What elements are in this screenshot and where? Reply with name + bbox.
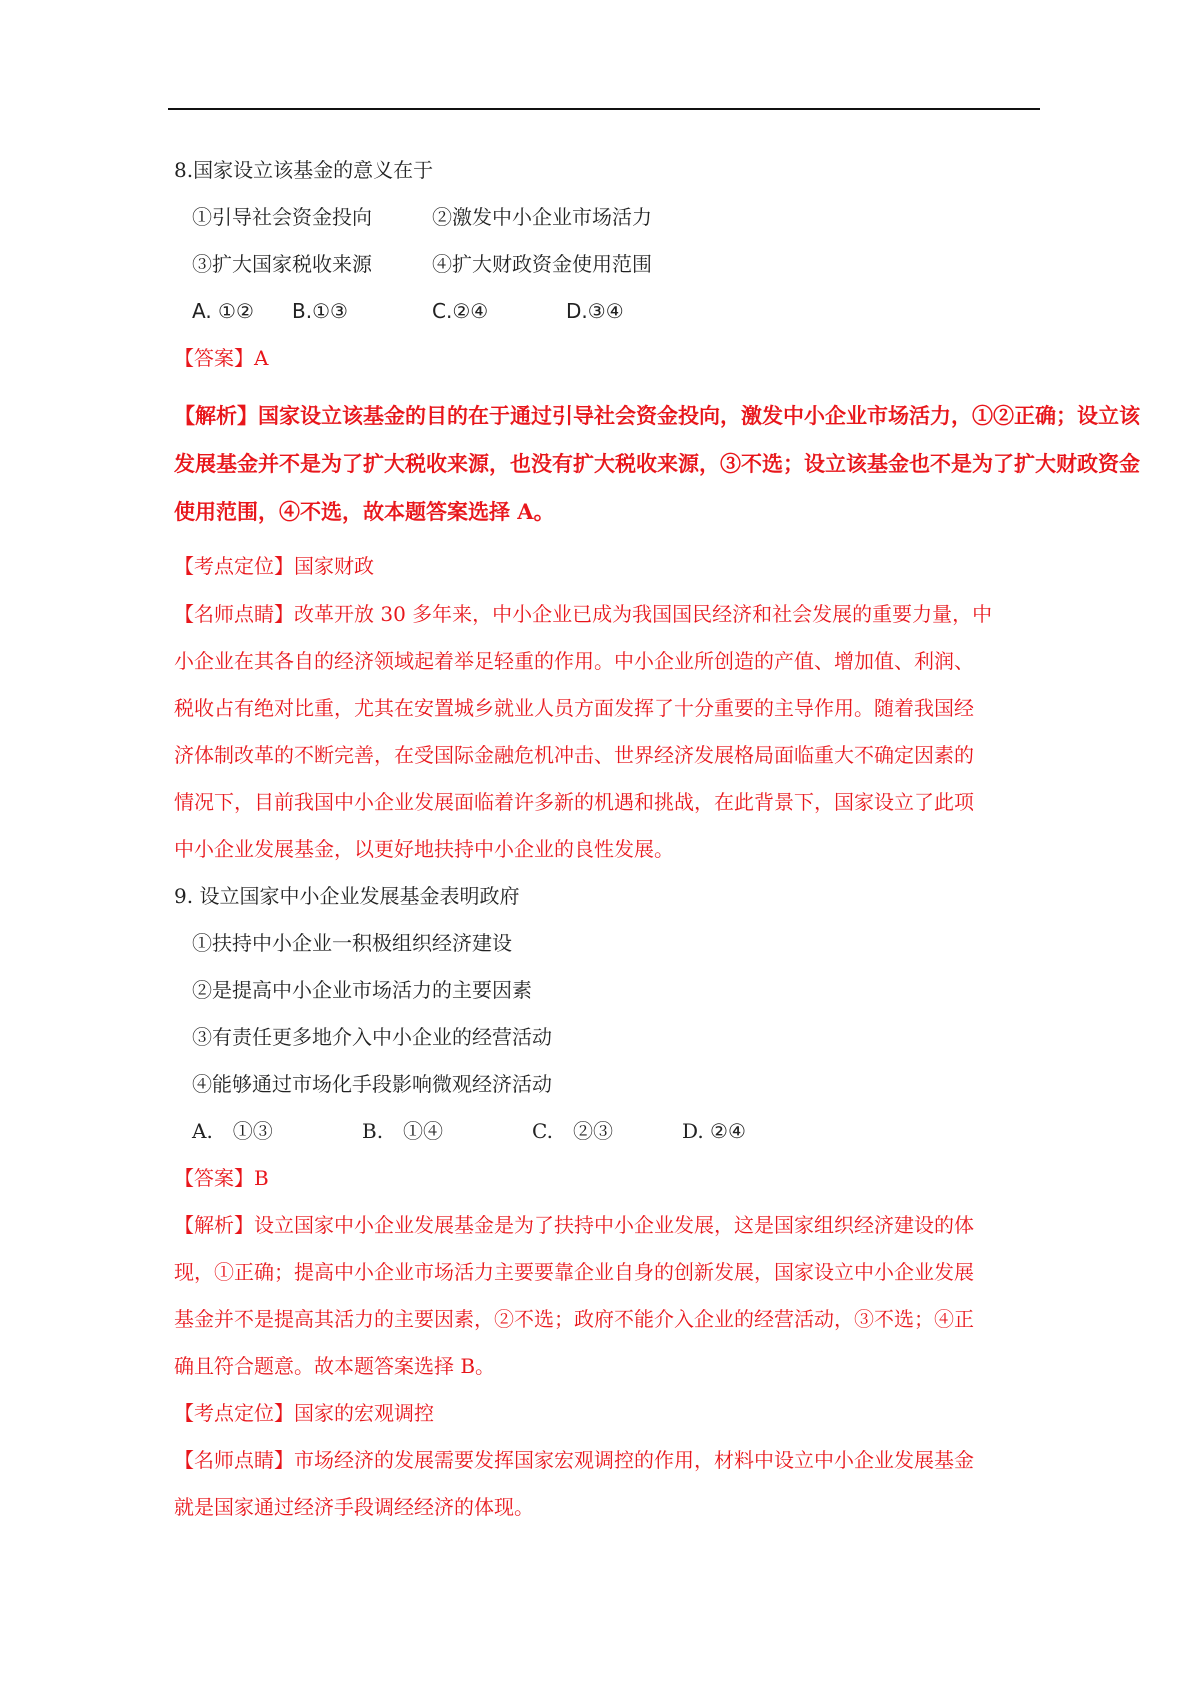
q9-tip-line-1 <box>174 1446 974 1474</box>
q8-option-c: C.②④ <box>432 299 489 323</box>
q8-item-3: ③扩大国家税收来源 <box>192 252 372 276</box>
q8-point-value: 国家财政 <box>294 554 374 578</box>
q8-option-b: B.①③ <box>292 299 348 323</box>
q9-analysis-line-2: 现，①正确；提高中小企业市场活力主要要靠企业自身的创新发展，国家设立中小企业发展 <box>174 1260 974 1284</box>
q9-item-1: ①扶持中小企业一积极组织经济建设 <box>192 931 512 955</box>
q8-tip-line-3: 税收占有绝对比重，尤其在安置城乡就业人员方面发挥了十分重要的主导作用。随着我国经 <box>174 696 974 720</box>
q9-option-b: B. ①④ <box>362 1119 444 1143</box>
q9-answer-label: 【答案】 <box>174 1166 254 1190</box>
q9-tip-line-2: 就是国家通过经济手段调经经济的体现。 <box>174 1495 534 1519</box>
header-rule <box>168 108 1040 110</box>
q9-tip-text-1: 市场经济的发展需要发挥国家宏观调控的作用，材料中设立中小企业发展基金 <box>294 1448 974 1472</box>
q8-answer <box>174 344 268 372</box>
q9-point-value: 国家的宏观调控 <box>294 1401 434 1425</box>
q9-tip-label: 【名师点睛】 <box>174 1448 294 1472</box>
q9-analysis-line-4: 确且符合题意。故本题答案选择 B。 <box>174 1354 496 1378</box>
q9-point <box>174 1399 434 1427</box>
q9-item-3: ③有责任更多地介入中小企业的经营活动 <box>192 1025 552 1049</box>
q9-answer-value: B <box>254 1166 269 1190</box>
q8-option-a: A. ①② <box>192 299 254 323</box>
q8-analysis-text-1: 国家设立该基金的目的在于通过引导社会资金投向，激发中小企业市场活力，①②正确；设立该 <box>258 403 1140 428</box>
q9-point-label: 【考点定位】 <box>174 1401 294 1425</box>
q8-item-1: ①引导社会资金投向 <box>192 205 372 229</box>
q8-item-2: ②激发中小企业市场活力 <box>432 205 652 229</box>
q8-item-4: ④扩大财政资金使用范围 <box>432 252 652 276</box>
q8-answer-label: 【答案】 <box>174 346 254 370</box>
q8-point-label: 【考点定位】 <box>174 554 294 578</box>
q9-analysis-label: 【解析】 <box>174 1213 254 1237</box>
q9-stem: 9. 设立国家中小企业发展基金表明政府 <box>174 884 520 908</box>
q8-tip-line-6: 中小企业发展基金，以更好地扶持中小企业的良性发展。 <box>174 837 674 861</box>
q9-option-a: A. ①③ <box>192 1119 273 1143</box>
q8-tip-line-2: 小企业在其各自的经济领域起着举足轻重的作用。中小企业所创造的产值、增加值、利润、 <box>174 649 974 673</box>
q8-tip-text-1: 改革开放 30 多年来，中小企业已成为我国国民经济和社会发展的重要力量，中 <box>294 602 993 626</box>
q8-analysis-line-1 <box>174 402 1140 430</box>
q8-stem: 8.国家设立该基金的意义在于 <box>174 158 434 182</box>
q9-answer <box>174 1164 269 1192</box>
q9-analysis-line-1 <box>174 1211 974 1239</box>
q8-analysis-label: 【解析】 <box>174 403 258 428</box>
q9-analysis-text-1: 设立国家中小企业发展基金是为了扶持中小企业发展，这是国家组织经济建设的体 <box>254 1213 974 1237</box>
q8-point <box>174 552 374 580</box>
q8-tip-line-1 <box>174 600 992 628</box>
q8-tip-line-5: 情况下，目前我国中小企业发展面临着许多新的机遇和挑战，在此背景下，国家设立了此项 <box>174 790 974 814</box>
q9-item-2: ②是提高中小企业市场活力的主要因素 <box>192 978 532 1002</box>
q9-option-d: D. ②④ <box>682 1119 746 1143</box>
q9-item-4: ④能够通过市场化手段影响微观经济活动 <box>192 1072 552 1096</box>
q8-option-d: D.③④ <box>566 299 624 323</box>
q8-tip-label: 【名师点睛】 <box>174 602 294 626</box>
q8-analysis-line-2: 发展基金并不是为了扩大税收来源，也没有扩大税收来源，③不选；设立该基金也不是为了扩大财政资金 <box>174 451 1140 476</box>
q8-analysis-line-3: 使用范围，④不选，故本题答案选择 A。 <box>174 499 555 524</box>
q8-answer-value: A <box>254 346 269 370</box>
q9-analysis-line-3: 基金并不是提高其活力的主要因素，②不选；政府不能介入企业的经营活动，③不选；④正 <box>174 1307 974 1331</box>
q9-option-c: C. ②③ <box>532 1119 613 1143</box>
q8-tip-line-4: 济体制改革的不断完善，在受国际金融危机冲击、世界经济发展格局面临重大不确定因素的 <box>174 743 974 767</box>
